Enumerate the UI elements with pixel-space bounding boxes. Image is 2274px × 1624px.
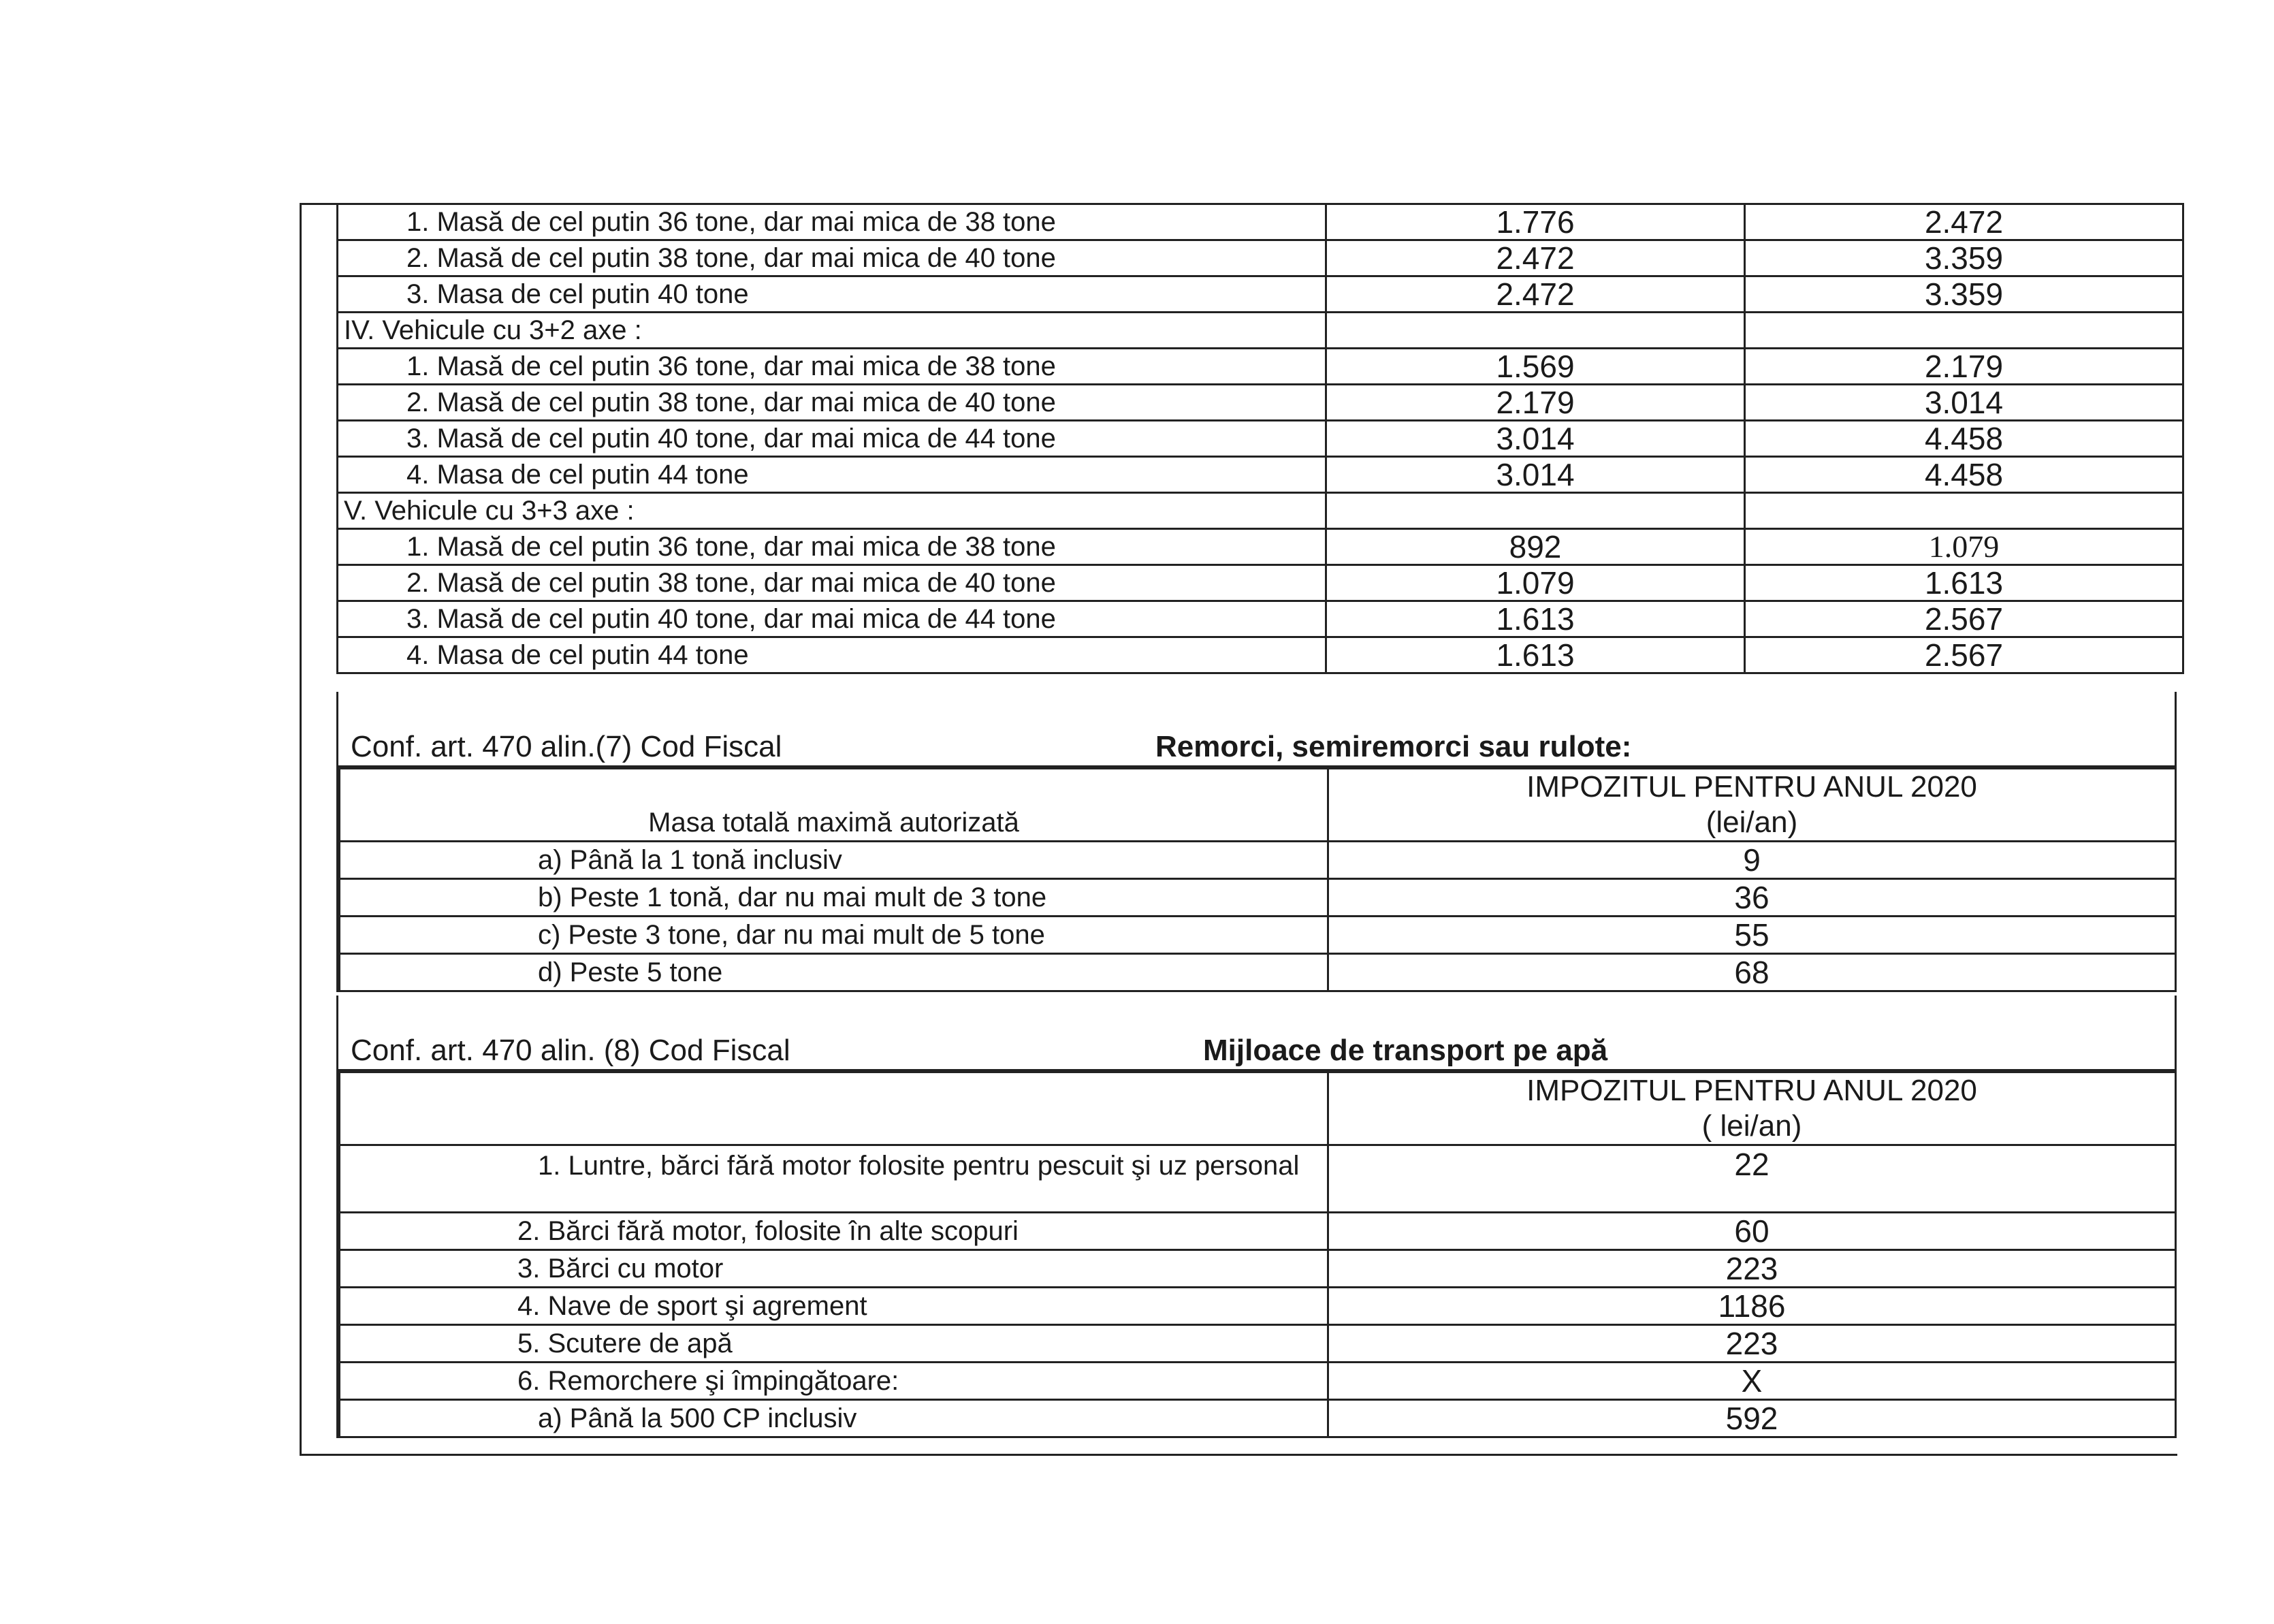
- row-label: a) Până la 1 tonă inclusiv: [340, 842, 1328, 879]
- row-value-1: 2.472: [1326, 240, 1745, 276]
- row-value-1: [1326, 493, 1745, 529]
- row-value: 22: [1328, 1145, 2176, 1213]
- row-label: a) Până la 500 CP inclusiv: [340, 1400, 1328, 1437]
- row-value-1: 2.472: [1326, 276, 1745, 313]
- table-row: [338, 349, 2183, 385]
- row-value: 60: [1328, 1213, 2176, 1250]
- row-value: 223: [1328, 1325, 2176, 1363]
- group-heading: V. Vehicule cu 3+3 axe :: [338, 493, 1326, 529]
- row-value-1: 2.179: [1326, 385, 1745, 421]
- row-label: 1. Masă de cel putin 36 tone, dar mai mica de 38 tone: [338, 349, 1326, 385]
- table-row: [340, 954, 2176, 991]
- section-title: Remorci, semiremorci sau rulote:: [1155, 730, 1632, 763]
- table-row: [338, 385, 2183, 421]
- row-value: 55: [1328, 917, 2176, 954]
- row-label: 4. Nave de sport şi agrement: [340, 1288, 1328, 1325]
- row-value-2: 1.613: [1745, 565, 2183, 601]
- axle-tax-table: [336, 203, 2182, 674]
- row-value: 36: [1328, 879, 2176, 917]
- row-label: 3. Masă de cel putin 40 tone, dar mai mica de 44 tone: [338, 601, 1326, 637]
- header-row: [340, 769, 2176, 842]
- table-row: [340, 917, 2176, 954]
- column-header-value: [1328, 769, 2176, 842]
- column-header-label: Masa totală maximă autorizată: [340, 769, 1328, 842]
- row-value-2: 4.458: [1745, 421, 2183, 457]
- table-row: [338, 276, 2183, 313]
- row-label: 4. Masa de cel putin 44 tone: [338, 637, 1326, 673]
- group-heading: IV. Vehicule cu 3+2 axe :: [338, 313, 1326, 349]
- row-label: 3. Bărci cu motor: [340, 1250, 1328, 1288]
- water-transport-table: [338, 1071, 2177, 1438]
- header-line-2: ( lei/an): [1701, 1109, 1802, 1143]
- row-label: 3. Masă de cel putin 40 tone, dar mai mica de 44 tone: [338, 421, 1326, 457]
- header-row: [340, 1072, 2176, 1145]
- table-row: [340, 1213, 2176, 1250]
- table-row: [338, 421, 2183, 457]
- row-value-2: [1745, 313, 2183, 349]
- row-value-1: [1326, 313, 1745, 349]
- table-row: [338, 493, 2183, 529]
- row-value-2: 3.359: [1745, 240, 2183, 276]
- legal-reference: Conf. art. 470 alin. (8) Cod Fiscal: [351, 1034, 790, 1067]
- row-label: 2. Masă de cel putin 38 tone, dar mai mica de 40 tone: [338, 565, 1326, 601]
- table-row: [338, 457, 2183, 493]
- row-value-2: 1.079: [1745, 529, 2183, 565]
- row-value: 592: [1328, 1400, 2176, 1437]
- table-row: [340, 1250, 2176, 1288]
- row-label: 2. Masă de cel putin 38 tone, dar mai mica de 40 tone: [338, 240, 1326, 276]
- column-header-empty: [340, 1072, 1328, 1145]
- row-label: 1. Masă de cel putin 36 tone, dar mai mica de 38 tone: [338, 204, 1326, 240]
- row-label: 6. Remorchere şi împingătoare:: [340, 1363, 1328, 1400]
- row-label: 3. Masa de cel putin 40 tone: [338, 276, 1326, 313]
- row-value: 1186: [1328, 1288, 2176, 1325]
- row-value-2: 3.014: [1745, 385, 2183, 421]
- legal-reference: Conf. art. 470 alin.(7) Cod Fiscal: [351, 730, 782, 763]
- row-value: X: [1328, 1363, 2176, 1400]
- table-row: [338, 313, 2183, 349]
- table-row: [340, 1325, 2176, 1363]
- trailers-section: [336, 692, 2177, 992]
- header-line-2: (lei/an): [1706, 806, 1798, 839]
- row-value: 9: [1328, 842, 2176, 879]
- row-label: 1. Masă de cel putin 36 tone, dar mai mica de 38 tone: [338, 529, 1326, 565]
- row-label: 5. Scutere de apă: [340, 1325, 1328, 1363]
- table-row: [340, 879, 2176, 917]
- row-label: 2. Masă de cel putin 38 tone, dar mai mica de 40 tone: [338, 385, 1326, 421]
- row-value-1: 3.014: [1326, 457, 1745, 493]
- table-row: [340, 1288, 2176, 1325]
- table-row: [338, 637, 2183, 673]
- trailers-table: [338, 767, 2177, 992]
- row-value: 68: [1328, 954, 2176, 991]
- row-value-2: 3.359: [1745, 276, 2183, 313]
- table-row: [338, 204, 2183, 240]
- row-value-1: 1.613: [1326, 637, 1745, 673]
- table-row: [338, 601, 2183, 637]
- row-value: 223: [1328, 1250, 2176, 1288]
- row-label: b) Peste 1 tonă, dar nu mai mult de 3 tone: [340, 879, 1328, 917]
- table-row: [338, 240, 2183, 276]
- header-line-1: IMPOZITUL PENTRU ANUL 2020: [1526, 1074, 1977, 1107]
- row-label: d) Peste 5 tone: [340, 954, 1328, 991]
- row-value-1: 892: [1326, 529, 1745, 565]
- row-value-1: 1.079: [1326, 565, 1745, 601]
- section-title: Mijloace de transport pe apă: [1203, 1034, 1608, 1067]
- row-value-2: 2.567: [1745, 637, 2183, 673]
- row-value-2: [1745, 493, 2183, 529]
- row-label: c) Peste 3 tone, dar nu mai mult de 5 tone: [340, 917, 1328, 954]
- table-row: [340, 1400, 2176, 1437]
- table-row: [340, 842, 2176, 879]
- row-value-1: 1.569: [1326, 349, 1745, 385]
- trailers-section-header: [338, 692, 2175, 767]
- row-value-1: 1.776: [1326, 204, 1745, 240]
- row-value-2: 2.472: [1745, 204, 2183, 240]
- row-label: 1. Luntre, bărci fără motor folosite pentru pescuit şi uz personal: [340, 1145, 1328, 1213]
- water-section-header: [338, 996, 2175, 1071]
- table-row: [338, 529, 2183, 565]
- table-row: [338, 565, 2183, 601]
- row-value-2: 4.458: [1745, 457, 2183, 493]
- row-label: 2. Bărci fără motor, folosite în alte scopuri: [340, 1213, 1328, 1250]
- table-row: [340, 1145, 2176, 1213]
- water-transport-section: [336, 996, 2177, 1438]
- table-row: [340, 1363, 2176, 1400]
- row-value-2: 2.567: [1745, 601, 2183, 637]
- header-line-1: IMPOZITUL PENTRU ANUL 2020: [1526, 770, 1977, 803]
- row-value-1: 1.613: [1326, 601, 1745, 637]
- row-value-2: 2.179: [1745, 349, 2183, 385]
- column-header-value: [1328, 1072, 2176, 1145]
- row-label: 4. Masa de cel putin 44 tone: [338, 457, 1326, 493]
- row-value-1: 3.014: [1326, 421, 1745, 457]
